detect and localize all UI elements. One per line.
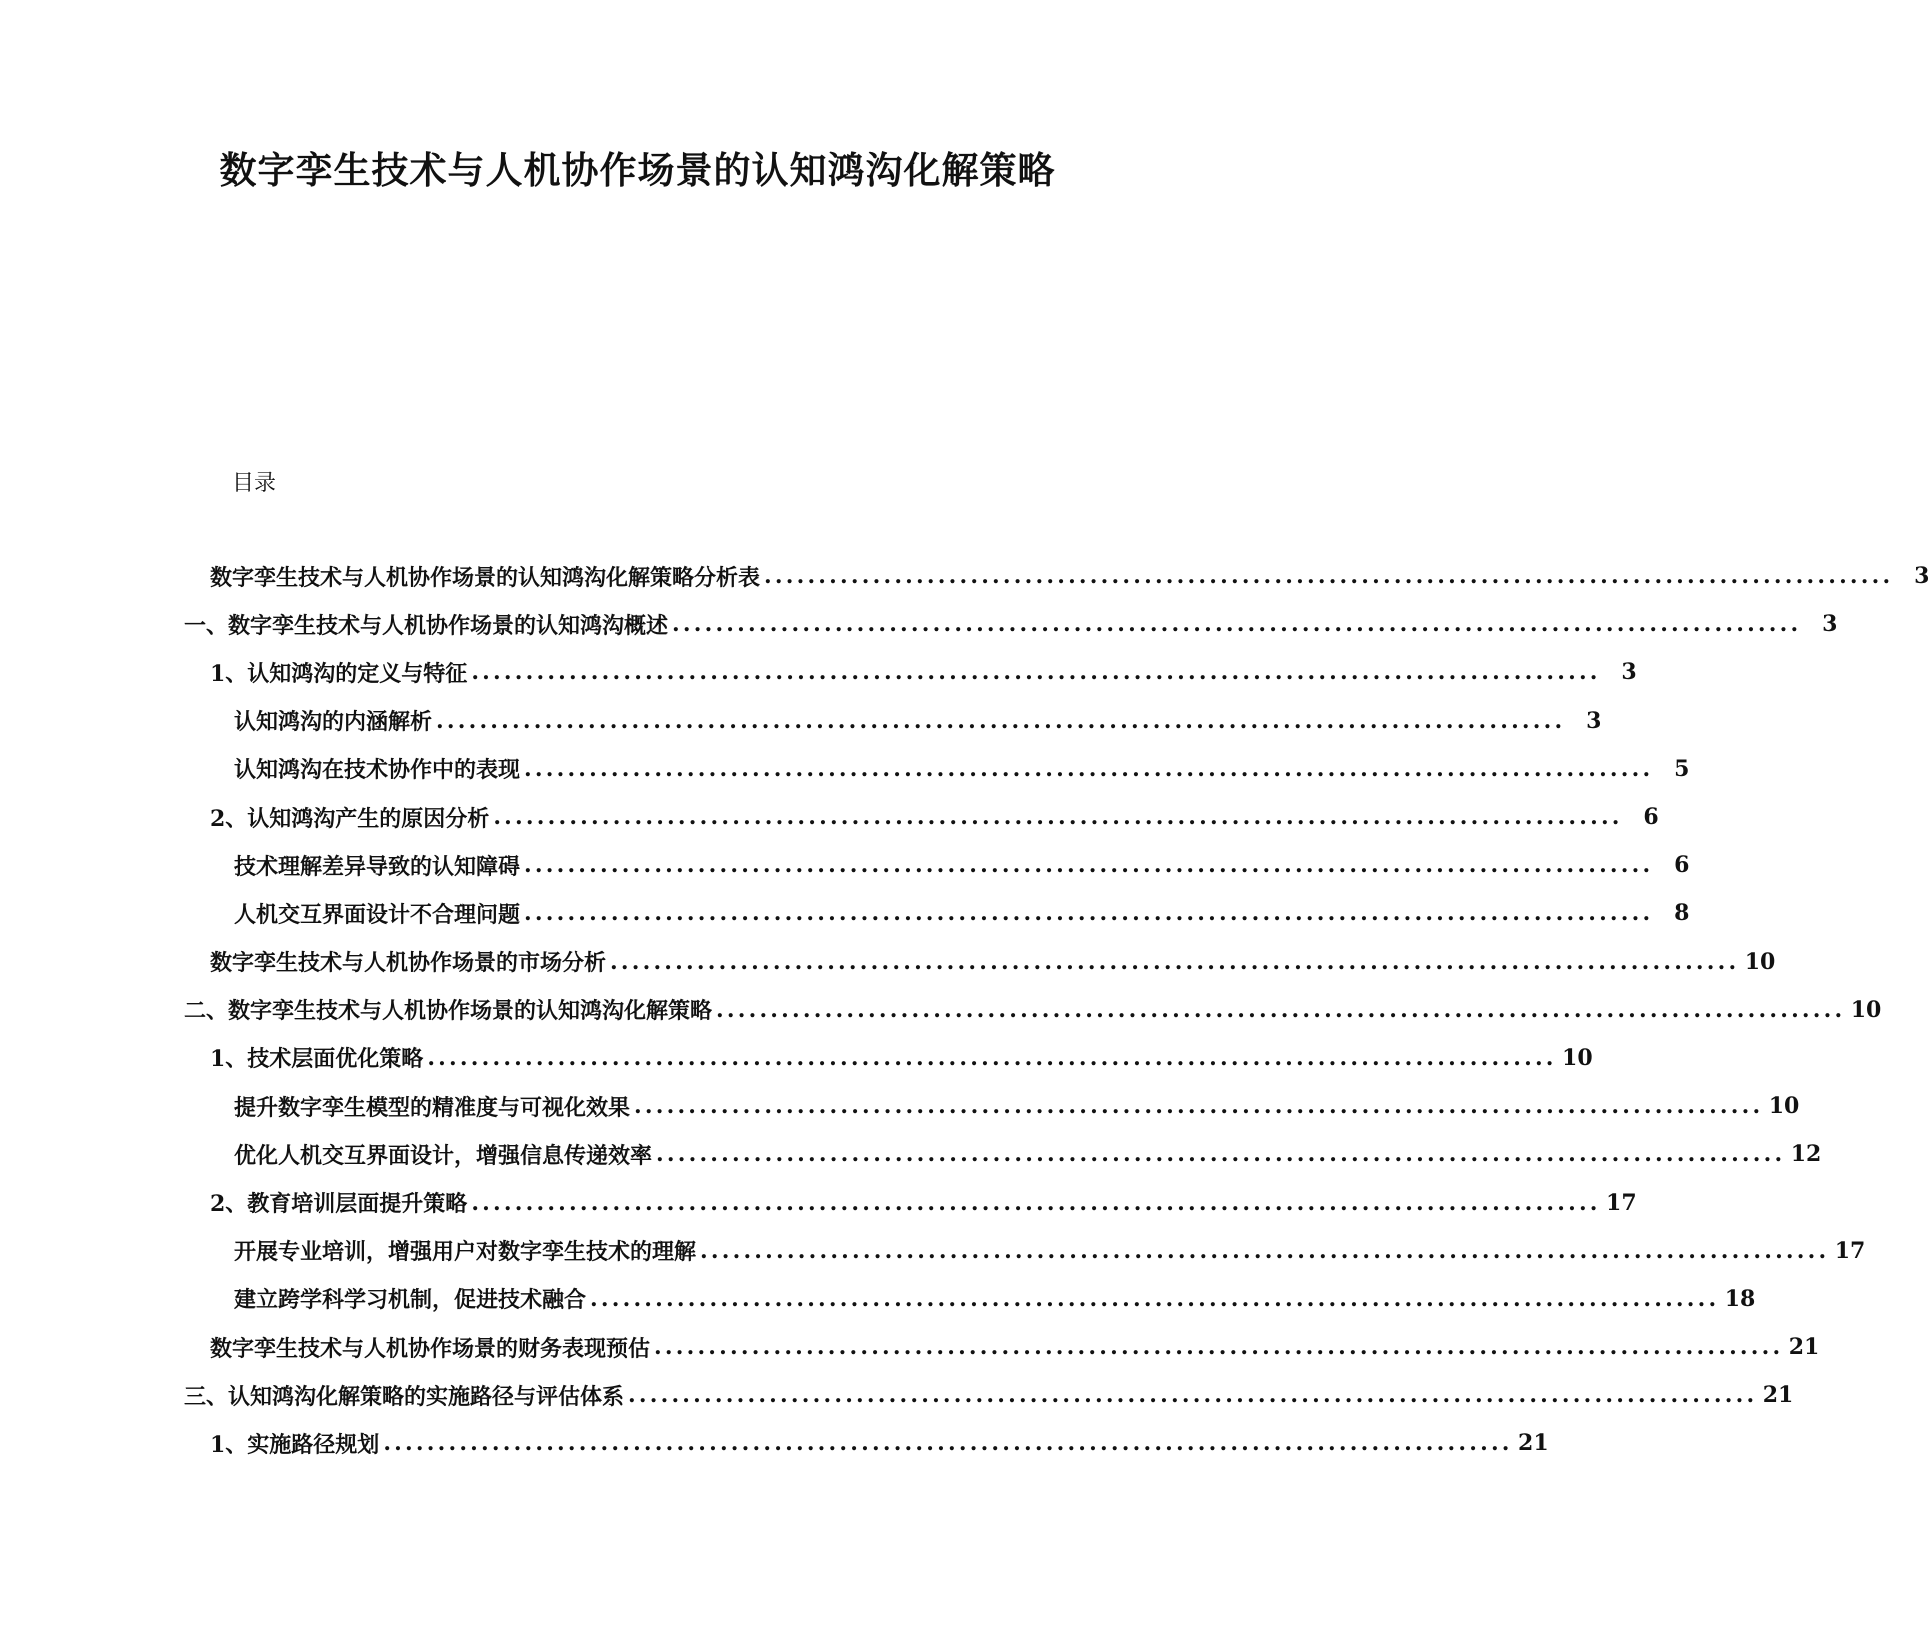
toc-leader-dots: ........................................................................................................ bbox=[656, 1141, 1786, 1168]
toc-leader-dots: ........................................................................................................ bbox=[764, 563, 1894, 590]
toc-entry-subsection[interactable] bbox=[0, 697, 1602, 745]
toc-entry-label[interactable]: 提升数字孪生模型的精准度与可视化效果 bbox=[234, 1094, 631, 1121]
toc-page-number: 3 bbox=[1586, 707, 1602, 734]
table-of-contents bbox=[0, 552, 1929, 1468]
toc-leader-dots: ........................................................................................................ bbox=[634, 1093, 1764, 1120]
toc-entry-label[interactable]: 认知鸿沟在技术协作中的表现 bbox=[234, 757, 521, 784]
toc-page-number: 3 bbox=[1822, 611, 1838, 638]
toc-leader-dots: ........................................................................................................ bbox=[610, 948, 1740, 975]
toc-page-number: 10 bbox=[1850, 996, 1882, 1023]
toc-leader-dots: ........................................................................................................ bbox=[524, 852, 1654, 879]
toc-leader-dots: ........................................................................................................ bbox=[672, 611, 1802, 638]
toc-entry-subsection[interactable] bbox=[0, 745, 1690, 793]
toc-leader-dots: ........................................................................................................ bbox=[427, 1044, 1557, 1071]
toc-page-number: 21 bbox=[1518, 1430, 1549, 1457]
toc-entry-analysis-table[interactable] bbox=[0, 552, 1929, 600]
toc-entry-subsection[interactable] bbox=[0, 889, 1690, 937]
toc-entry-label[interactable]: 数字孪生技术与人机协作场景的市场分析 bbox=[210, 950, 607, 977]
toc-entry-label[interactable]: 2、教育培训层面提升策略 bbox=[210, 1191, 468, 1218]
toc-entry-label[interactable]: 2、认知鸿沟产生的原因分析 bbox=[210, 805, 490, 832]
toc-leader-dots: ........................................................................................................ bbox=[471, 1189, 1601, 1216]
toc-page-number: 6 bbox=[1643, 804, 1659, 831]
toc-entry-subsection[interactable] bbox=[0, 1227, 1866, 1275]
toc-page-number: 17 bbox=[1606, 1189, 1637, 1216]
toc-page-number: 5 bbox=[1674, 755, 1690, 782]
toc-leader-dots: ........................................................................................................ bbox=[654, 1334, 1784, 1361]
toc-entry-subsection[interactable] bbox=[0, 841, 1690, 889]
toc-entry-label[interactable]: 1、实施路径规划 bbox=[210, 1431, 380, 1458]
toc-entry-market-analysis[interactable] bbox=[0, 938, 1776, 986]
toc-leader-dots: ........................................................................................................ bbox=[716, 996, 1846, 1023]
toc-entry-chapter-1[interactable] bbox=[0, 600, 1838, 648]
toc-entry-label[interactable]: 技术理解差异导致的认知障碍 bbox=[234, 853, 521, 880]
toc-entry-label[interactable]: 人机交互界面设计不合理问题 bbox=[234, 901, 521, 928]
toc-entry-section-3-1[interactable] bbox=[0, 1419, 1549, 1467]
toc-page-number: 8 bbox=[1674, 900, 1690, 927]
toc-leader-dots: ........................................................................................................ bbox=[493, 804, 1623, 831]
toc-page-number: 10 bbox=[1562, 1044, 1593, 1071]
toc-page-number: 6 bbox=[1674, 852, 1690, 879]
toc-entry-label[interactable]: 建立跨学科学习机制，促进技术融合 bbox=[234, 1287, 587, 1314]
toc-entry-label[interactable]: 1、技术层面优化策略 bbox=[210, 1046, 424, 1073]
toc-entry-label[interactable]: 三、认知鸿沟化解策略的实施路径与评估体系 bbox=[184, 1383, 625, 1410]
document-title: 数字孪生技术与人机协作场景的认知鸿沟化解策略 bbox=[219, 148, 1056, 192]
toc-leader-dots: ........................................................................................................ bbox=[524, 755, 1654, 782]
toc-leader-dots: ........................................................................................................ bbox=[436, 707, 1566, 734]
toc-entry-subsection[interactable] bbox=[0, 1130, 1822, 1178]
toc-leader-dots: ........................................................................................................ bbox=[471, 659, 1601, 686]
toc-page-number: 3 bbox=[1914, 563, 1929, 590]
toc-page-number: 18 bbox=[1724, 1285, 1756, 1312]
toc-page-number: 10 bbox=[1744, 948, 1776, 975]
toc-entry-label[interactable]: 开展专业培训，增强用户对数字孪生技术的理解 bbox=[234, 1239, 697, 1266]
toc-entry-subsection[interactable] bbox=[0, 1082, 1800, 1130]
toc-entry-subsection[interactable] bbox=[0, 1275, 1756, 1323]
toc-leader-dots: ........................................................................................................ bbox=[383, 1430, 1513, 1457]
toc-entry-label[interactable]: 数字孪生技术与人机协作场景的财务表现预估 bbox=[210, 1335, 651, 1362]
toc-entry-label[interactable]: 优化人机交互界面设计，增强信息传递效率 bbox=[234, 1142, 653, 1169]
toc-page-number: 17 bbox=[1834, 1237, 1866, 1264]
toc-entry-label[interactable]: 数字孪生技术与人机协作场景的认知鸿沟化解策略分析表 bbox=[210, 564, 761, 591]
toc-page-number: 21 bbox=[1762, 1382, 1794, 1409]
toc-leader-dots: ........................................................................................................ bbox=[700, 1237, 1830, 1264]
toc-entry-chapter-2[interactable] bbox=[0, 986, 1882, 1034]
toc-entry-section-1-1[interactable] bbox=[0, 648, 1637, 696]
toc-page-number: 10 bbox=[1768, 1093, 1800, 1120]
toc-heading: 目录 bbox=[232, 471, 277, 496]
toc-entry-section-2-2[interactable] bbox=[0, 1178, 1637, 1226]
toc-page-number: 12 bbox=[1790, 1141, 1822, 1168]
toc-page-number: 3 bbox=[1621, 659, 1637, 686]
toc-entry-section-2-1[interactable] bbox=[0, 1034, 1593, 1082]
toc-entry-chapter-3[interactable] bbox=[0, 1371, 1794, 1419]
toc-entry-label[interactable]: 一、数字孪生技术与人机协作场景的认知鸿沟概述 bbox=[184, 612, 669, 639]
toc-entry-financial-forecast[interactable] bbox=[0, 1323, 1820, 1371]
toc-entry-label[interactable]: 1、认知鸿沟的定义与特征 bbox=[210, 660, 468, 687]
toc-entry-label[interactable]: 二、数字孪生技术与人机协作场景的认知鸿沟化解策略 bbox=[184, 998, 713, 1025]
toc-leader-dots: ........................................................................................................ bbox=[524, 900, 1654, 927]
toc-page-number: 21 bbox=[1788, 1334, 1820, 1361]
toc-leader-dots: ........................................................................................................ bbox=[590, 1285, 1720, 1312]
toc-entry-section-1-2[interactable] bbox=[0, 793, 1659, 841]
toc-leader-dots: ........................................................................................................ bbox=[628, 1382, 1758, 1409]
toc-entry-label[interactable]: 认知鸿沟的内涵解析 bbox=[234, 709, 433, 736]
